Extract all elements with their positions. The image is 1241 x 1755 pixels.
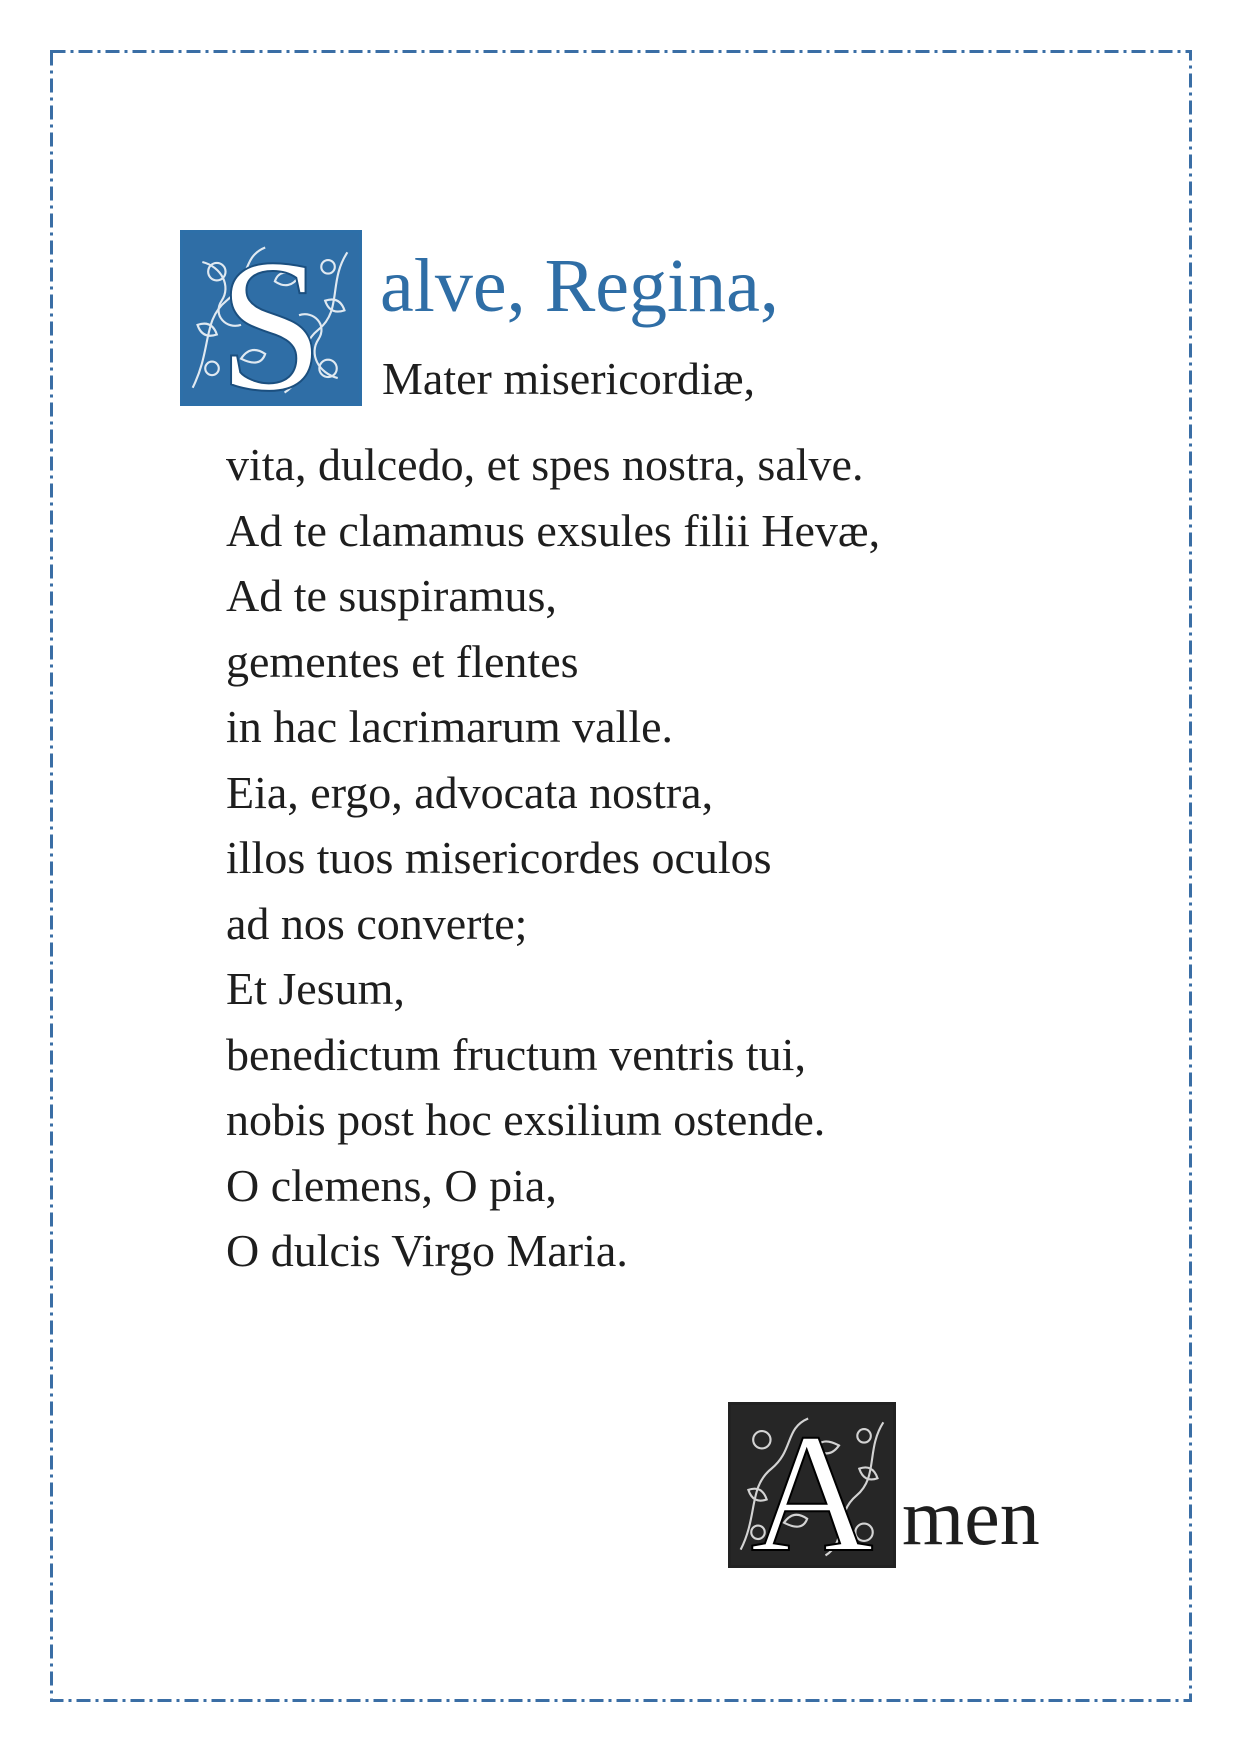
first-verse-line: Mater misericordiæ, — [382, 353, 756, 404]
verse-line: ad nos converte; — [226, 897, 528, 949]
illuminated-initial-a — [728, 1402, 896, 1568]
verse-line: in hac lacrimarum valle. — [226, 701, 674, 752]
prayer-title: alve, Regina, — [380, 244, 779, 328]
verse-line: Et Jesum, — [226, 963, 405, 1014]
verse-line: Ad te clamamus exsules filii Hevæ, — [226, 504, 881, 556]
closing-amen: men — [902, 1474, 1040, 1562]
verse-line: Ad te suspiramus, — [226, 570, 557, 621]
prayer-verses — [226, 432, 880, 1284]
verse-line: O dulcis Virgo Maria. — [226, 1225, 628, 1276]
verse-line: O clemens, O pia, — [226, 1159, 557, 1211]
illuminated-initial-s — [180, 230, 362, 406]
verse-line: gementes et flentes — [226, 635, 579, 687]
verse-line: nobis post hoc exsilium ostende. — [226, 1094, 826, 1145]
initial-letter-a: A — [750, 1402, 874, 1568]
verse-line: benedictum fructum ventris tui, — [226, 1028, 806, 1080]
verse-line: vita, dulcedo, et spes nostra, salve. — [226, 439, 864, 490]
verse-line: Eia, ergo, advocata nostra, — [226, 766, 714, 818]
initial-letter-s: S — [218, 230, 324, 406]
verse-line: illos tuos misericordes oculos — [226, 832, 772, 883]
